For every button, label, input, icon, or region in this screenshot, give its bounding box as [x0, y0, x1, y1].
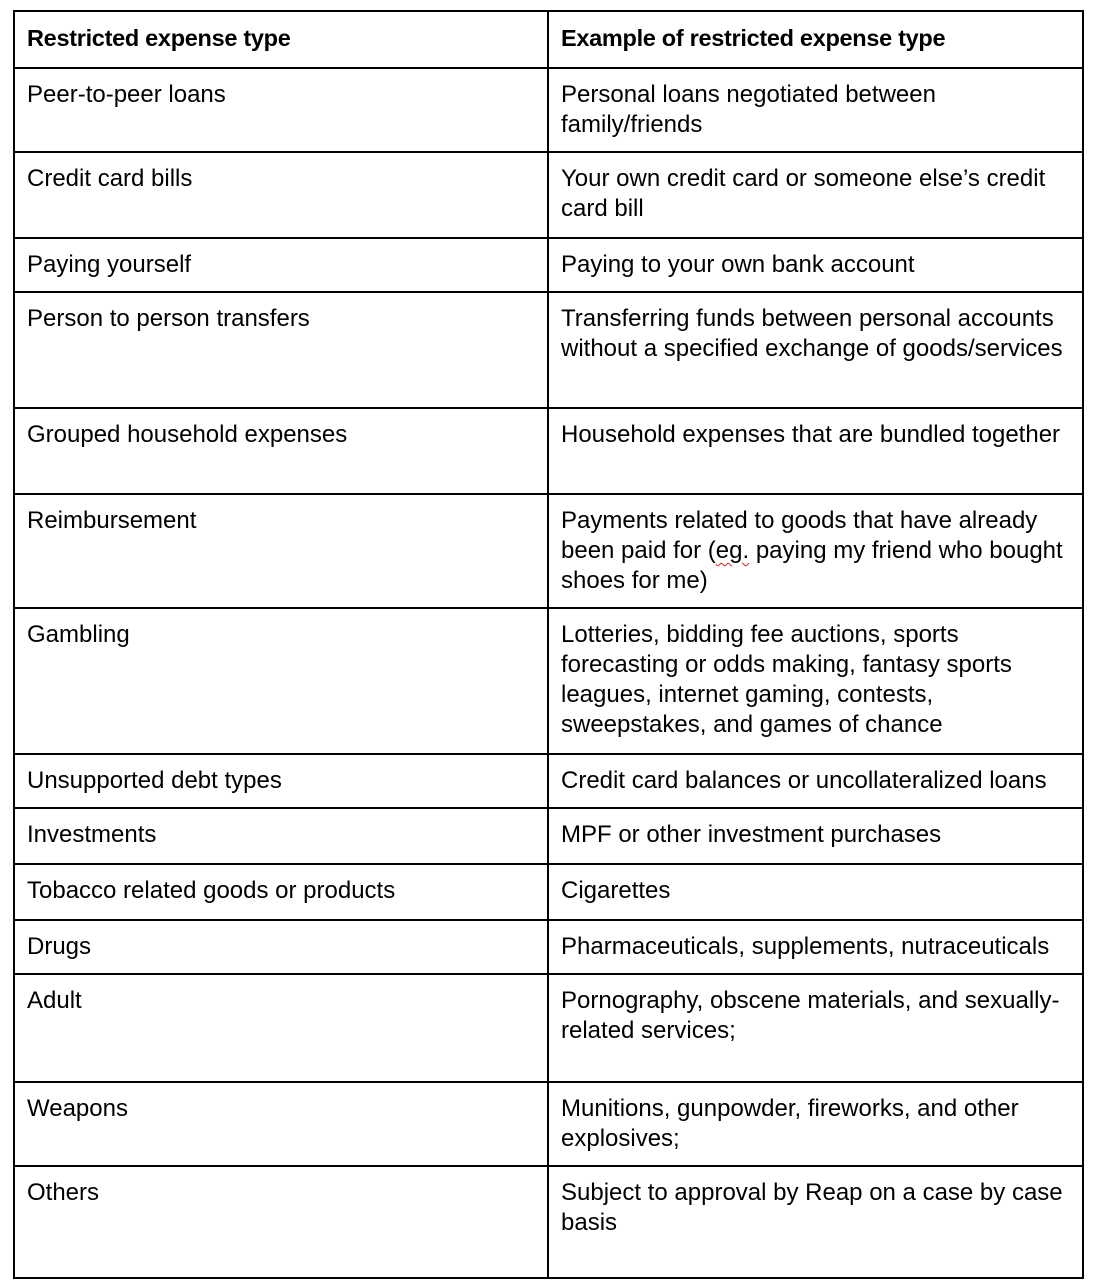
table-row	[14, 974, 1083, 1082]
table-header-row	[14, 11, 1083, 68]
expense-example-cell	[548, 494, 1083, 608]
table-row	[14, 238, 1083, 292]
expense-type-cell: Tobacco related goods or products	[14, 864, 548, 920]
expense-example-cell: Lotteries, bidding fee auctions, sports forecasting or odds making, fantasy sports leagues, internet gaming, contests, sweepstakes, and games of chance	[548, 608, 1083, 754]
header-restricted-expense-type: Restricted expense type	[14, 11, 548, 68]
expense-type-cell: Gambling	[14, 608, 548, 754]
expense-type-cell: Credit card bills	[14, 152, 548, 238]
table-row	[14, 1082, 1083, 1166]
expense-example-cell: Personal loans negotiated between family/friends	[548, 68, 1083, 152]
expense-type-cell: Weapons	[14, 1082, 548, 1166]
expense-type-cell: Others	[14, 1166, 548, 1278]
table-row	[14, 608, 1083, 754]
expense-type-cell: Grouped household expenses	[14, 408, 548, 494]
expense-example-cell: Paying to your own bank account	[548, 238, 1083, 292]
table-row	[14, 1166, 1083, 1278]
restricted-expense-table	[13, 10, 1084, 1279]
expense-example-cell: Your own credit card or someone else’s credit card bill	[548, 152, 1083, 238]
expense-example-cell: MPF or other investment purchases	[548, 808, 1083, 864]
expense-example-cell: Household expenses that are bundled together	[548, 408, 1083, 494]
table-row	[14, 408, 1083, 494]
expense-type-cell: Paying yourself	[14, 238, 548, 292]
expense-type-cell: Drugs	[14, 920, 548, 974]
expense-type-cell: Person to person transfers	[14, 292, 548, 408]
table-row	[14, 754, 1083, 808]
expense-type-cell: Adult	[14, 974, 548, 1082]
table-row	[14, 808, 1083, 864]
table-row	[14, 152, 1083, 238]
expense-example-cell: Munitions, gunpowder, fireworks, and other explosives;	[548, 1082, 1083, 1166]
header-example: Example of restricted expense type	[548, 11, 1083, 68]
expense-example-cell: Transferring funds between personal accounts without a specified exchange of goods/services	[548, 292, 1083, 408]
table-row	[14, 68, 1083, 152]
expense-example-cell: Credit card balances or uncollateralized loans	[548, 754, 1083, 808]
table-row	[14, 292, 1083, 408]
expense-example-cell: Subject to approval by Reap on a case by case basis	[548, 1166, 1083, 1278]
table-row	[14, 864, 1083, 920]
table-row	[14, 494, 1083, 608]
expense-example-cell: Cigarettes	[548, 864, 1083, 920]
example-text-after: paying my friend who bought shoes for me)	[561, 537, 1063, 594]
expense-type-cell: Peer-to-peer loans	[14, 68, 548, 152]
example-text-before: Payments related to goods that have already been paid for (	[561, 507, 1038, 564]
expense-example-cell: Pornography, obscene materials, and sexually-related services;	[548, 974, 1083, 1082]
table-row	[14, 920, 1083, 974]
spellcheck-flagged-word: eg.	[715, 537, 750, 564]
expense-example-cell: Pharmaceuticals, supplements, nutraceuticals	[548, 920, 1083, 974]
expense-type-cell: Unsupported debt types	[14, 754, 548, 808]
expense-type-cell: Investments	[14, 808, 548, 864]
expense-type-cell: Reimbursement	[14, 494, 548, 608]
